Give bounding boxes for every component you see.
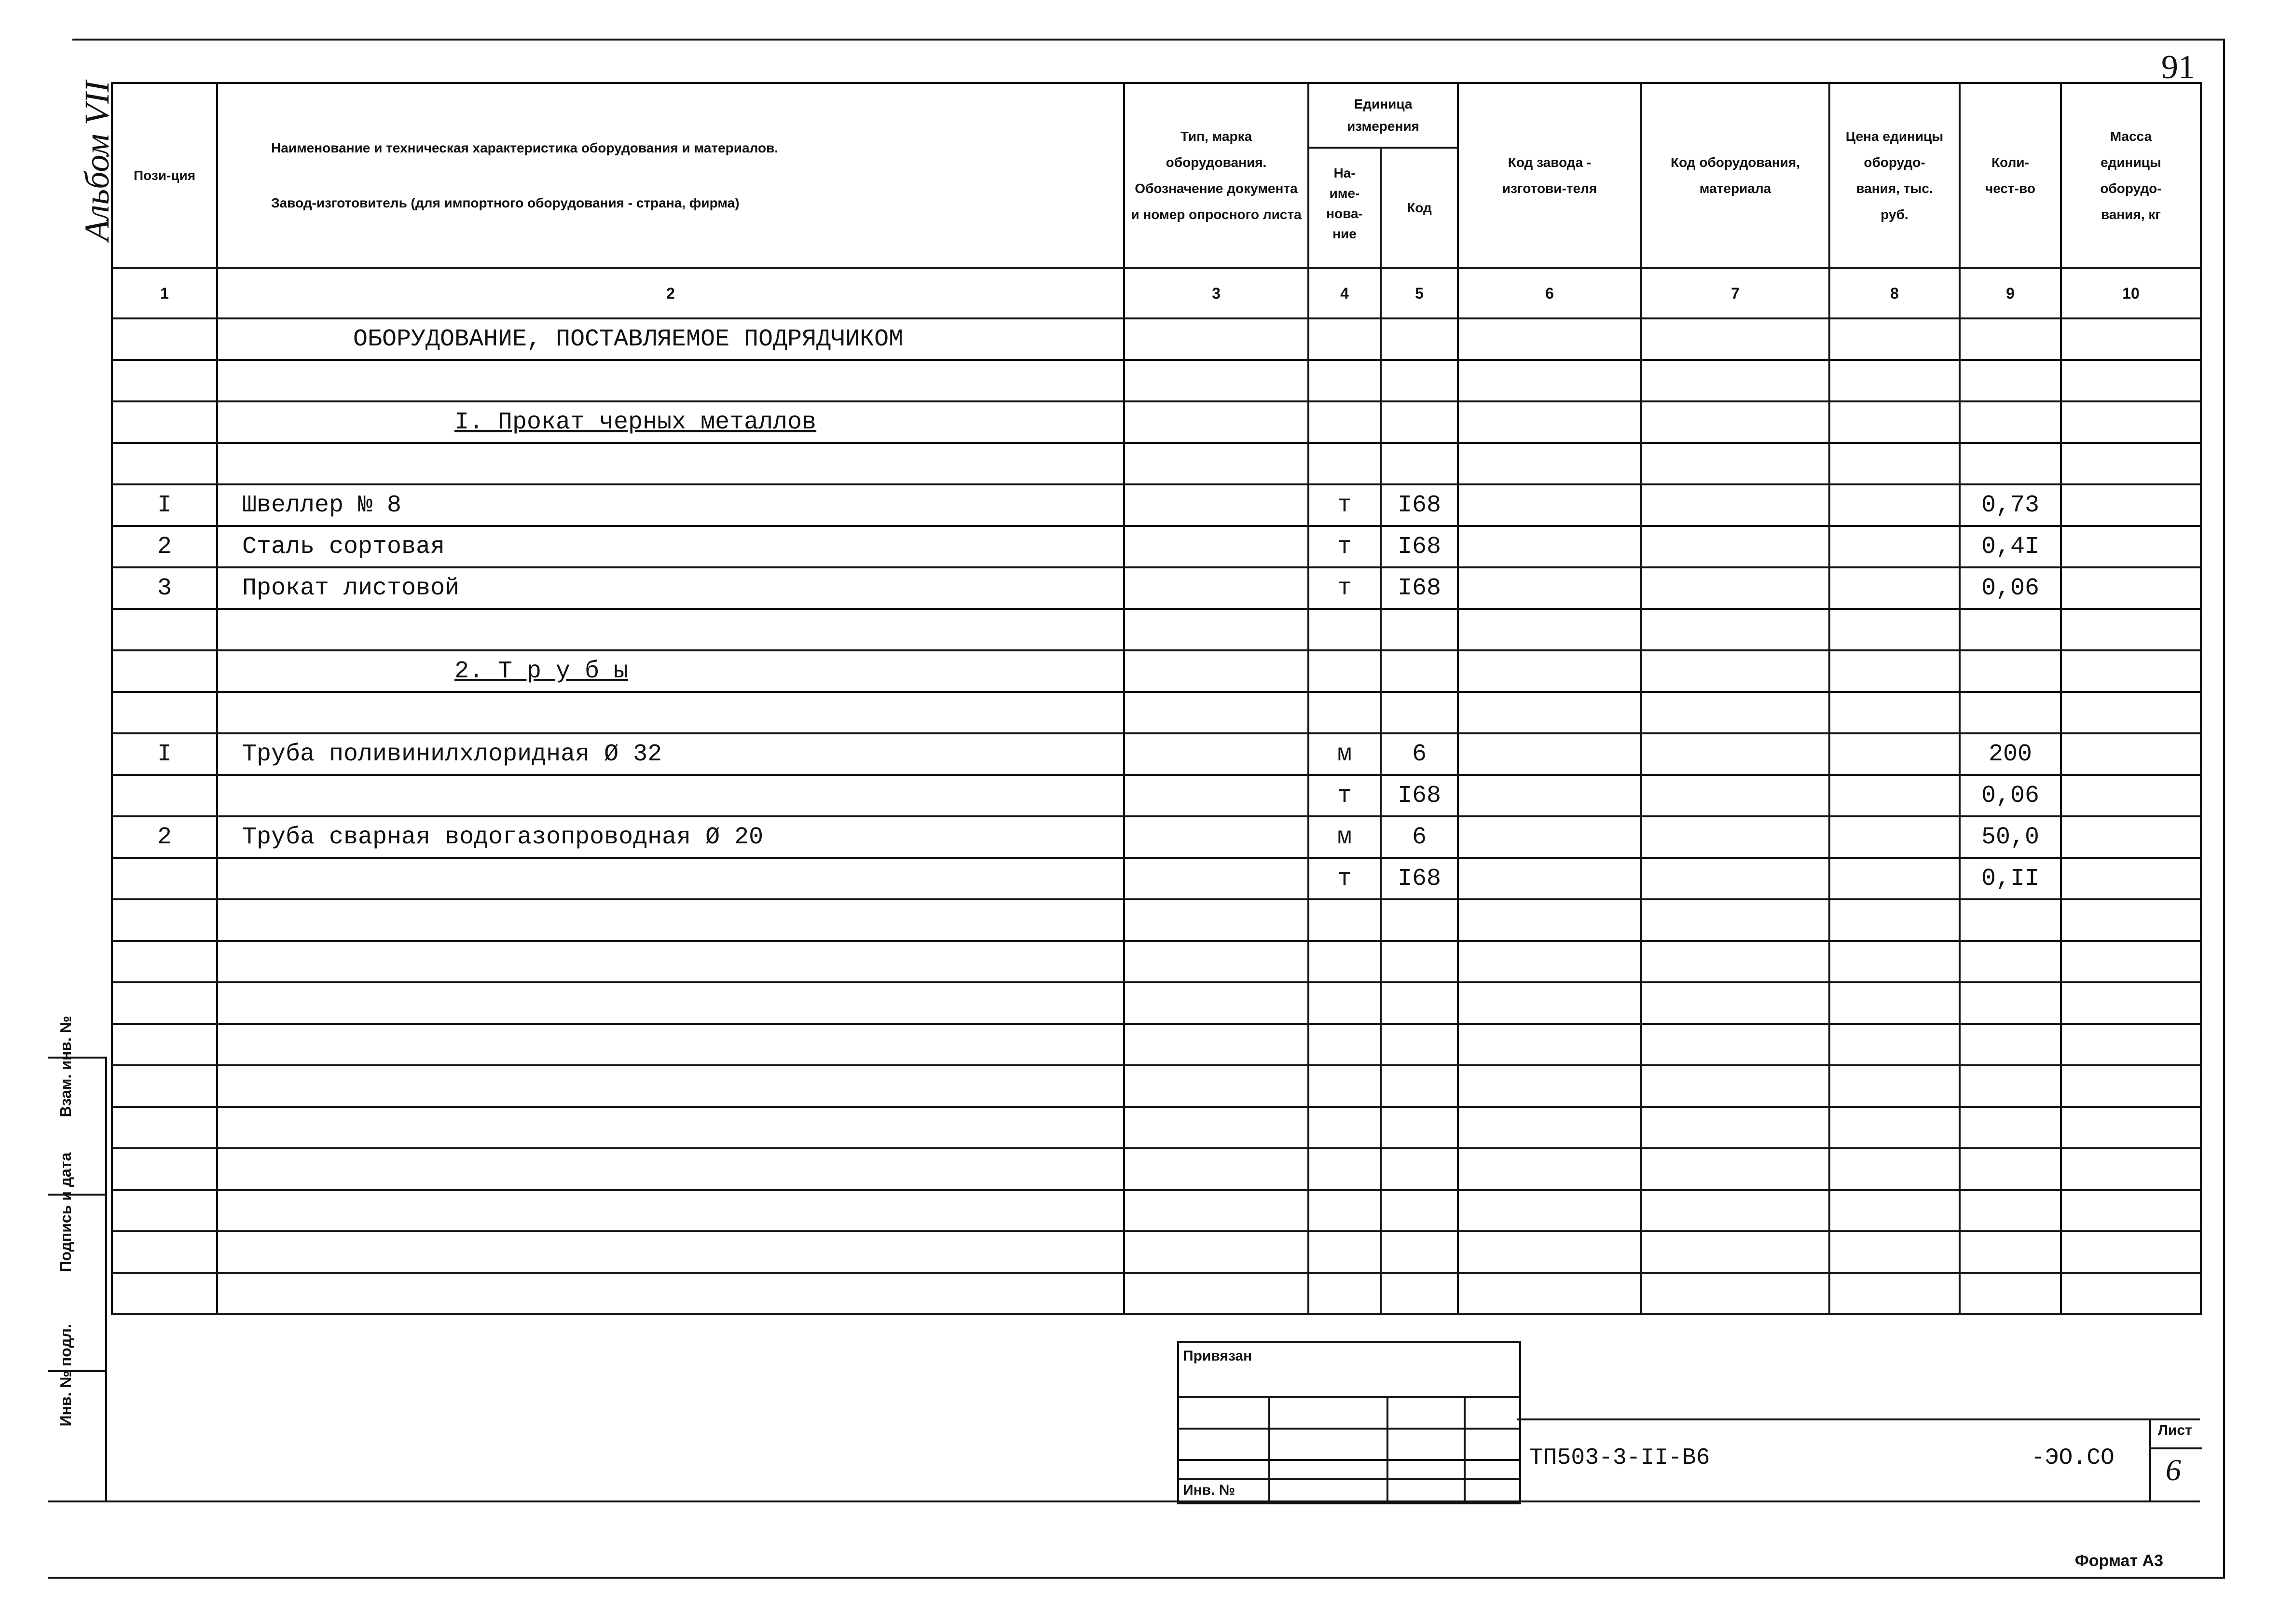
row-name: Сталь сортовая bbox=[217, 526, 1124, 567]
header-price: Цена единицы оборудо-вания, тыс. руб. bbox=[1829, 83, 1960, 268]
frame-bottom-line bbox=[48, 1577, 2225, 1579]
table-row bbox=[112, 733, 2201, 775]
column-number: 9 bbox=[1960, 268, 2061, 318]
table-row bbox=[112, 318, 2201, 360]
row-quantity: 0,II bbox=[1960, 858, 2061, 899]
header-name-line2: Завод-изготовитель (для импортного оборудования - страна, фирма) bbox=[271, 195, 740, 210]
row-name bbox=[217, 858, 1124, 899]
side-label-original: Инв. № подл. bbox=[57, 1324, 74, 1427]
side-label-replacement: Взам. инв. № bbox=[57, 1016, 74, 1117]
row-name: Труба поливинилхлоридная Ø 32 bbox=[217, 733, 1124, 775]
row-unit-code: I68 bbox=[1381, 526, 1458, 567]
row-quantity: 0,06 bbox=[1960, 775, 2061, 816]
row-position: 2 bbox=[112, 526, 217, 567]
section-title: ОБОРУДОВАНИЕ, ПОСТАВЛЯЕМОЕ ПОДРЯДЧИКОМ bbox=[217, 318, 1124, 360]
column-number: 5 bbox=[1381, 268, 1458, 318]
table-row bbox=[112, 816, 2201, 858]
header-position: Пози-ция bbox=[112, 83, 217, 268]
header-name bbox=[217, 83, 1124, 268]
group-title bbox=[217, 401, 1124, 443]
row-name bbox=[217, 775, 1124, 816]
inventory-label: Инв. № bbox=[1183, 1482, 1236, 1498]
table-row bbox=[112, 609, 2201, 650]
table-row bbox=[112, 941, 2201, 982]
row-quantity: 50,0 bbox=[1960, 816, 2061, 858]
table-row bbox=[112, 899, 2201, 941]
row-unit: т bbox=[1308, 526, 1381, 567]
binding-stamp bbox=[1177, 1341, 1521, 1504]
table-row bbox=[112, 858, 2201, 899]
header-unit-title: Единица измерения bbox=[1309, 84, 1457, 149]
sheet-box bbox=[2149, 1418, 2202, 1500]
row-unit: т bbox=[1308, 484, 1381, 526]
table-row bbox=[112, 360, 2201, 401]
album-label: Альбом VII bbox=[78, 81, 116, 241]
header-unit-name: На-име-нова-ние bbox=[1309, 149, 1382, 267]
column-number-row bbox=[112, 268, 2201, 318]
row-quantity: 200 bbox=[1960, 733, 2061, 775]
row-position bbox=[112, 775, 217, 816]
side-label-signature: Подпись и дата bbox=[57, 1152, 74, 1272]
column-number: 1 bbox=[112, 268, 217, 318]
group1-title: I. Прокат черных металлов bbox=[454, 408, 817, 436]
column-number: 7 bbox=[1641, 268, 1829, 318]
table-row bbox=[112, 567, 2201, 609]
header-equipment-code: Код оборудования, материала bbox=[1641, 83, 1829, 268]
row-unit: т bbox=[1308, 775, 1381, 816]
table-row bbox=[112, 443, 2201, 484]
row-unit: т bbox=[1308, 567, 1381, 609]
header-quantity: Коли-чест-во bbox=[1960, 83, 2061, 268]
table-row bbox=[112, 526, 2201, 567]
table-row bbox=[112, 1231, 2201, 1273]
row-unit-code: I68 bbox=[1381, 567, 1458, 609]
table-row bbox=[112, 692, 2201, 733]
table-row bbox=[112, 982, 2201, 1024]
row-position: 3 bbox=[112, 567, 217, 609]
row-unit: м bbox=[1308, 816, 1381, 858]
group2-title: 2. Т р у б ы bbox=[454, 657, 629, 685]
row-name: Труба сварная водогазопроводная Ø 20 bbox=[217, 816, 1124, 858]
format-label: Формат А3 bbox=[2074, 1552, 2163, 1570]
row-unit: м bbox=[1308, 733, 1381, 775]
row-position: I bbox=[112, 733, 217, 775]
column-number: 3 bbox=[1124, 268, 1308, 318]
frame-right-line bbox=[2223, 39, 2225, 1578]
frame-inner-bottom-line bbox=[48, 1500, 2200, 1502]
side-stamp-original bbox=[48, 1324, 107, 1502]
row-unit-code: I68 bbox=[1381, 484, 1458, 526]
header-name-line1: Наименование и техническая характеристика оборудования и материалов. bbox=[271, 140, 779, 155]
column-number: 4 bbox=[1308, 268, 1381, 318]
header-type: Тип, марка оборудования. Обозначение документа и номер опросного листа bbox=[1124, 83, 1308, 268]
column-number: 2 bbox=[217, 268, 1124, 318]
header-plant-code: Код завода - изготови-теля bbox=[1458, 83, 1641, 268]
table-row bbox=[112, 650, 2201, 692]
row-quantity: 0,73 bbox=[1960, 484, 2061, 526]
sheet-label: Лист bbox=[2158, 1422, 2192, 1438]
title-block-line bbox=[1517, 1418, 2200, 1420]
header-unit-code: Код bbox=[1407, 200, 1432, 215]
table-row bbox=[112, 1273, 2201, 1314]
row-position: 2 bbox=[112, 816, 217, 858]
header-unit-group bbox=[1308, 83, 1458, 268]
specification-table bbox=[111, 82, 2202, 1315]
row-unit: т bbox=[1308, 858, 1381, 899]
row-position: I bbox=[112, 484, 217, 526]
document-suffix: -ЭО.СО bbox=[2031, 1445, 2114, 1471]
table-row bbox=[112, 775, 2201, 816]
table-row bbox=[112, 401, 2201, 443]
row-unit-code: I68 bbox=[1381, 775, 1458, 816]
row-name: Швеллер № 8 bbox=[217, 484, 1124, 526]
sheet-number: 6 bbox=[2166, 1453, 2181, 1487]
row-name: Прокат листовой bbox=[217, 567, 1124, 609]
table-row bbox=[112, 1024, 2201, 1065]
group-title bbox=[217, 650, 1124, 692]
column-number: 8 bbox=[1829, 268, 1960, 318]
binding-label: Привязан bbox=[1183, 1348, 1252, 1364]
table-row bbox=[112, 1107, 2201, 1148]
row-quantity: 0,06 bbox=[1960, 567, 2061, 609]
row-position bbox=[112, 858, 217, 899]
header-row bbox=[112, 83, 2201, 268]
document-code: ТП503-3-II-В6 bbox=[1529, 1445, 1710, 1471]
column-number: 6 bbox=[1458, 268, 1641, 318]
row-unit-code: 6 bbox=[1381, 733, 1458, 775]
table-row bbox=[112, 1148, 2201, 1190]
header-mass: Масса единицы оборудо-вания, кг bbox=[2061, 83, 2201, 268]
page-number: 91 bbox=[2161, 49, 2195, 86]
row-unit-code: I68 bbox=[1381, 858, 1458, 899]
table-row bbox=[112, 1065, 2201, 1107]
frame-top-line bbox=[72, 39, 2224, 41]
table-row bbox=[112, 484, 2201, 526]
table-row bbox=[112, 1190, 2201, 1231]
row-unit-code: 6 bbox=[1381, 816, 1458, 858]
column-number: 10 bbox=[2061, 268, 2201, 318]
row-quantity: 0,4I bbox=[1960, 526, 2061, 567]
